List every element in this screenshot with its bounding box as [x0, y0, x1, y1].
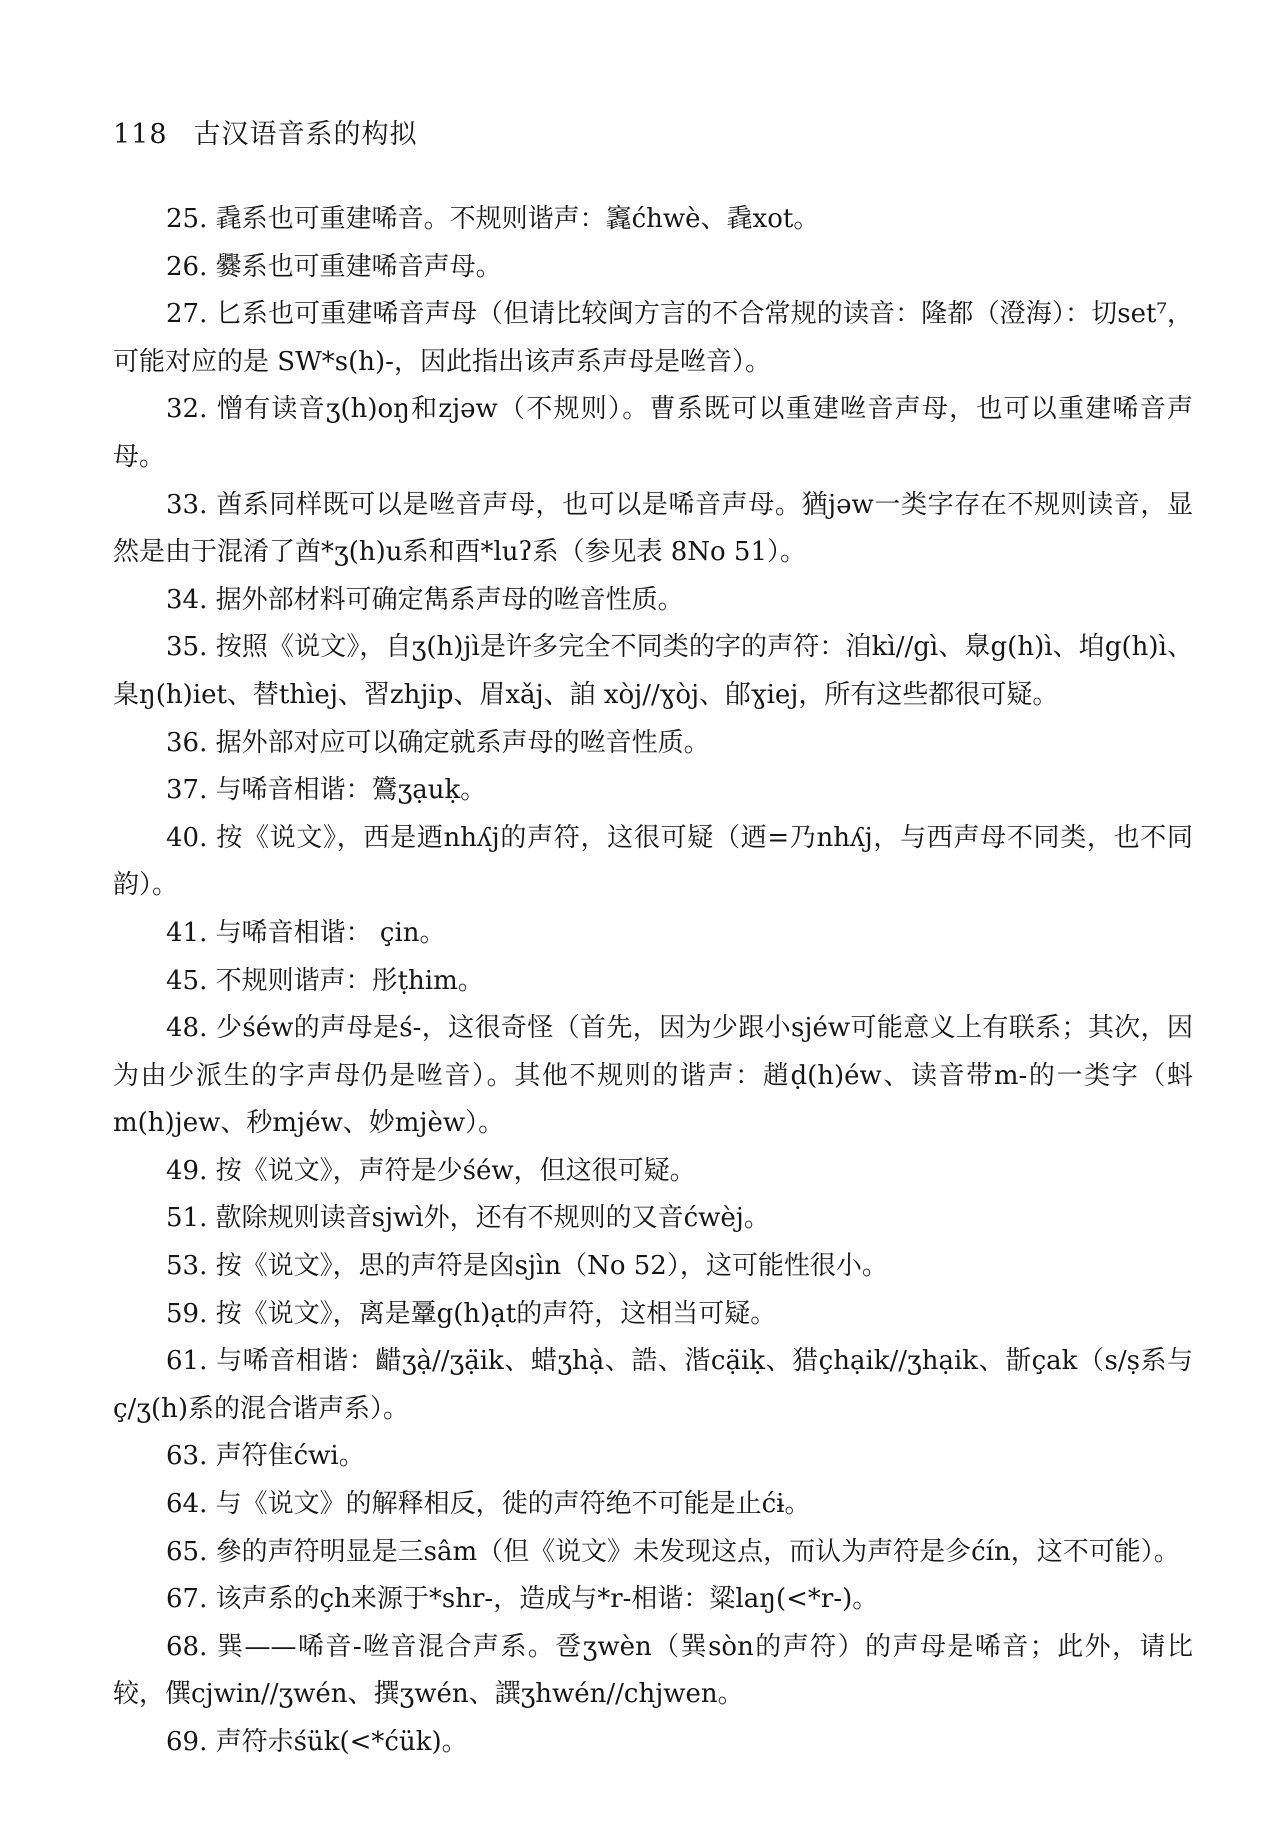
note-32: 32. 憎有读音ʒ(h)oŋ和zjəw（不规则）。曹系既可以重建咝音声母，也可以重建唏音声母。 [113, 394, 1193, 472]
note-33: 33. 酋系同样既可以是咝音声母，也可以是唏音声母。猶jəw一类字存在不规则读音，显然是由于混淆了酋*ʒ(h)u系和酉*luʔ系（参见表 8No 51）。 [113, 489, 1193, 568]
note-49: 49. 按《说文》，声符是少śéw，但这很可疑。 [166, 1155, 696, 1186]
note-68: 68. 巽——唏音-咝音混合声系。卺ʒwèn（巽sòn的声符）的声母是唏音；此外，请比较，僎cjwin//ʒwén、撰ʒwén、譔ʒhwén//chjwen。 [113, 1631, 1193, 1710]
note-26: 26. 爨系也可重建唏音声母。 [166, 251, 502, 282]
note-63: 63. 声符隹ćwi。 [166, 1441, 365, 1472]
note-34: 34. 据外部材料可确定雋系声母的咝音性质。 [166, 584, 684, 615]
note-69: 69. 声符尗śük(<*ćük)。 [166, 1727, 468, 1757]
note-25: 25. 毳系也可重建唏音。不规则谐声：竁ćhwè、毳xot。 [166, 204, 820, 234]
note-64: 64. 与《说文》的解释相反，徙的声符绝不可能是止ćɨ。 [166, 1489, 811, 1520]
note-35: 35. 按照《说文》，自ʒ(h)jì是许多完全不同类的字的声符：洎kì//gì、臮g(h)ì、垍g(h)ì、臬ŋ(h)iet、替thìej、習zhjip、眉xǎj、詯 xòj//ɣòj、郋ɣiej，所有这些都很可疑。 [113, 632, 1193, 710]
note-59: 59. 按《说文》，离是鞷g(h)ạt的声符，这相当可疑。 [166, 1298, 777, 1329]
note-48: 48. 少śéw的声母是ś-，这很奇怪（首先，因为少跟小sjéw可能意义上有联系；其次，因为由少派生的字声母仍是咝音）。其他不规则的谐声：趙ḍ(h)éw、读音带m-的一类字（蚪 m(h)jew、秒mjéw、妙mjèw）。 [113, 1013, 1193, 1139]
note-45: 45. 不规则谐声：彤ṭhim。 [166, 965, 484, 996]
page-number: 118 [113, 119, 168, 150]
book-title: 古汉语音系的构拟 [193, 119, 418, 150]
note-53: 53. 按《说文》，思的声符是囟sjìn（No 52），这可能性很小。 [166, 1251, 888, 1282]
note-67: 67. 该声系的çh来源于*shr-，造成与*r-相谐：粱laŋ(<*r-)。 [166, 1584, 879, 1615]
note-51: 51. 歖除规则读音sjwì外，还有不规则的又音ćwèj。 [166, 1203, 770, 1234]
note-65: 65. 參的声符明显是三sâm（但《说文》未发现这点，而认为声符是㐱ćín，这不可能）。 [166, 1536, 1180, 1567]
notes-list [113, 196, 1193, 1767]
note-36: 36. 据外部对应可以确定就系声母的咝音性质。 [166, 727, 710, 758]
note-27: 27. 匕系也可重建唏音声母（但请比较闽方言的不合常规的读音：隆都（澄海）：切set⁷，可能对应的是 SW*s(h)-，因此指出该声系声母是咝音）。 [113, 299, 1193, 377]
note-37: 37. 与唏音相谐：鷟ʒạuḳ。 [166, 775, 487, 806]
note-61: 61. 与唏音相谐：齰ʒạ̀//ʒạ̈ik、蜡ʒhạ̀、誥、湝cạ̈iḳ、猎çhạik//ʒhạik、斮çak（s/ṣ系与ç/ʒ(h)系的混合谐声系）。 [113, 1346, 1193, 1424]
note-40: 40. 按《说文》，西是迺nhʎj的声符，这很可疑（迺=乃nhʎj，与西声母不同类，也不同韵）。 [113, 822, 1193, 901]
note-41: 41. 与唏音相谐： çin。 [166, 917, 446, 948]
running-head [113, 112, 418, 151]
